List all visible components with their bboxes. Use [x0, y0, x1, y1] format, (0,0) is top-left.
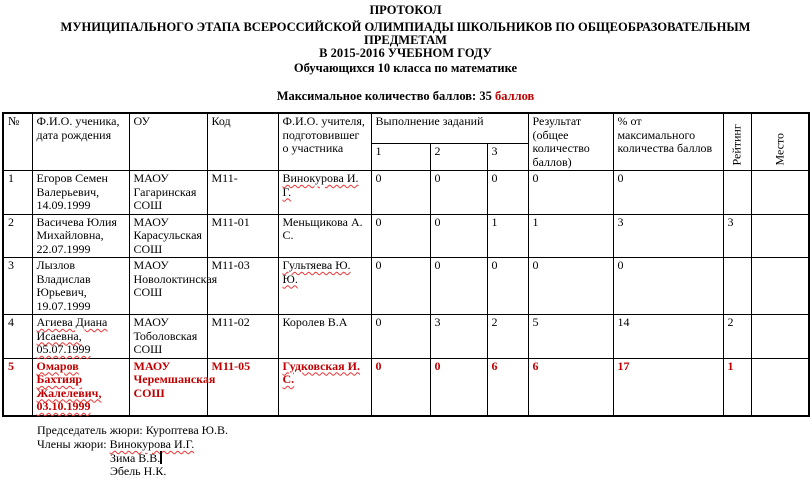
- cell-num-text: 5: [8, 358, 14, 373]
- cell-school: [129, 214, 207, 258]
- jury-chair: Председатель жюри: Куроптева Ю.В.: [37, 423, 229, 437]
- cell-school-text: МАОУ Карасульская СОШ: [133, 214, 202, 256]
- cell-result-text: 1: [532, 214, 539, 229]
- cell-teacher: [278, 171, 371, 215]
- cell-teacher-text: Гудковская И. С.: [282, 358, 360, 386]
- cell-t2: [430, 358, 487, 416]
- jury-member: Зима В.В.: [110, 451, 161, 465]
- doc-subtitle: МУНИЦИПАЛЬНОГО ЭТАПА ВСЕРОССИЙСКОЙ ОЛИМПИАДЫ ШКОЛЬНИКОВ ПО ОБЩЕОБРАЗОВАТЕЛЬНЫМ: [60, 20, 751, 34]
- cell-t1-text: 0: [375, 171, 382, 185]
- cell-percent-text: 0: [617, 171, 624, 185]
- cell-t2: [430, 315, 487, 359]
- cell-school: [129, 171, 207, 215]
- cell-result-text: 6: [532, 358, 539, 373]
- col-student: Ф.И.О. ученика, дата рождения: [32, 113, 129, 171]
- cell-code: [207, 315, 278, 359]
- cell-code-text: М11-: [211, 171, 238, 185]
- doc-year: В 2015-2016 УЧЕБНОМ ГОДУ: [319, 46, 492, 60]
- cell-result-text: 0: [532, 258, 539, 272]
- col-code: Код: [207, 113, 278, 171]
- table-row: [3, 315, 809, 359]
- cell-school: [129, 258, 218, 315]
- cell-percent: [613, 171, 723, 215]
- col-task-1: 1: [371, 143, 430, 170]
- cell-student-text: Лызлов Владислав Юрьевич, 19.07.1999: [36, 258, 91, 313]
- jury-member-3: [110, 464, 166, 478]
- cell-t2-text: 0: [434, 171, 441, 185]
- cell-t1: [371, 171, 430, 215]
- cell-t3-text: 0: [491, 258, 498, 272]
- cell-t2: [430, 258, 487, 315]
- cell-num: [3, 258, 32, 315]
- cell-teacher: [278, 214, 371, 258]
- cell-t3-text: 1: [491, 214, 498, 229]
- cell-t1: [371, 315, 430, 359]
- cell-teacher-text: Королев В.А: [282, 315, 348, 329]
- cell-percent: [613, 258, 723, 315]
- header-row: [3, 113, 809, 143]
- table-row: [3, 358, 809, 416]
- col-result: Результат (общее количество баллов): [528, 113, 613, 171]
- cell-teacher-text: Меньщикова А. С.: [282, 214, 363, 242]
- cell-num-text: 1: [8, 171, 14, 185]
- cell-t2-text: 0: [434, 258, 441, 272]
- cell-teacher: [278, 358, 371, 416]
- cell-rating: [723, 214, 751, 258]
- cell-place: [751, 315, 809, 359]
- cell-student-text: Егоров Семен Валерьевич, 14.09.1999: [36, 171, 108, 212]
- cell-school-text: МАОУ Новолоктинская СОШ: [133, 258, 218, 299]
- cell-t3: [487, 315, 528, 359]
- cell-t1-text: 0: [375, 315, 382, 329]
- col-num: №: [3, 113, 32, 171]
- doc-title: ПРОТОКОЛ: [369, 3, 442, 17]
- col-tasks: Выполнение заданий: [371, 113, 528, 143]
- cell-teacher-text: Винокурова И. Г.: [282, 171, 359, 199]
- jury-member-2: [110, 451, 162, 465]
- cell-student: [32, 315, 129, 359]
- cell-percent: [613, 358, 723, 416]
- table-row: [3, 214, 809, 258]
- cell-student: [32, 214, 129, 258]
- cell-place: [751, 258, 809, 315]
- col-task-2: 2: [430, 143, 487, 170]
- cell-t1: [371, 214, 430, 258]
- cell-result: [528, 315, 613, 359]
- cell-place: [751, 171, 809, 215]
- cell-t3-text: 2: [491, 315, 498, 329]
- cell-rating: [723, 258, 751, 315]
- max-score-unit: баллов: [494, 89, 535, 103]
- cell-t1: [371, 258, 430, 315]
- cell-school: [129, 358, 216, 416]
- cell-t3: [487, 358, 528, 416]
- table-row: [3, 258, 809, 315]
- cell-percent-text: 3: [617, 214, 624, 229]
- cell-rating: [723, 171, 751, 215]
- cell-num: [3, 171, 32, 215]
- cell-teacher: [278, 258, 371, 315]
- cell-student: [32, 358, 129, 416]
- cell-t1-text: 0: [375, 258, 382, 272]
- cell-result: [528, 214, 613, 258]
- cell-num: [3, 315, 32, 359]
- cell-t3-text: 6: [491, 358, 498, 373]
- cell-t3-text: 0: [491, 171, 498, 185]
- cell-num-text: 3: [8, 258, 14, 272]
- max-score: [0, 90, 811, 103]
- cell-rating: [723, 315, 751, 359]
- cell-result-text: 0: [532, 171, 539, 185]
- cell-t3: [487, 171, 528, 215]
- cell-code: [207, 258, 278, 315]
- cell-result-text: 5: [532, 315, 539, 329]
- cell-rating: [723, 358, 751, 416]
- cell-t2: [430, 214, 487, 258]
- cell-t1: [371, 358, 430, 416]
- cell-num: [3, 214, 32, 258]
- col-teacher: Ф.И.О. учителя, подготовившег о участника: [278, 113, 371, 171]
- col-school: ОУ: [129, 113, 207, 171]
- cell-student-text: Омаров Бахтияр Жалелевич, 03.10.1999: [36, 358, 102, 413]
- cell-t2: [430, 171, 487, 215]
- cell-num: [3, 358, 32, 416]
- cell-school-text: МАОУ Гагаринская СОШ: [133, 171, 197, 212]
- cell-num-text: 4: [8, 315, 14, 329]
- cell-code-text: М11-02: [211, 315, 250, 329]
- cell-student-text: Агиева Диана Исаевна, 05.07.1999: [36, 315, 108, 356]
- col-task-3: 3: [487, 143, 528, 170]
- cell-result: [528, 171, 613, 215]
- jury-member: Винокурова И.Г.: [109, 437, 195, 451]
- max-score-label: Максимальное количество баллов: 35: [276, 89, 495, 103]
- col-percent: % от максимального количества баллов: [613, 113, 723, 171]
- cell-result: [528, 258, 613, 315]
- results-table: [2, 112, 810, 417]
- cell-student: [32, 171, 129, 215]
- cell-num-text: 2: [8, 214, 14, 229]
- cell-percent-text: 14: [617, 315, 630, 329]
- cell-school-text: МАОУ Черемшанская СОШ: [133, 358, 216, 400]
- cell-t3: [487, 214, 528, 258]
- cell-place: [751, 214, 809, 258]
- cell-code: [207, 171, 278, 215]
- cell-t2-text: 0: [434, 214, 441, 229]
- cell-rating-text: 2: [727, 315, 734, 329]
- cell-code: [207, 358, 278, 416]
- cell-code-text: М11-01: [211, 214, 250, 229]
- table-row: [3, 171, 809, 215]
- jury-members: [37, 437, 194, 451]
- col-rating: Рейтинг: [723, 113, 751, 171]
- doc-class: Обучающихся 10 класса по математике: [293, 61, 518, 75]
- cell-t3: [487, 258, 528, 315]
- cell-student-text: Васичева Юлия Михайловна, 22.07.1999: [36, 214, 117, 256]
- cell-result: [528, 358, 613, 416]
- text-cursor: [160, 451, 162, 464]
- cell-school: [129, 315, 207, 359]
- cell-rating-text: 1: [727, 358, 734, 373]
- cell-t1-text: 0: [375, 214, 382, 229]
- cell-percent-text: 17: [617, 358, 630, 373]
- cell-code: [207, 214, 278, 258]
- cell-teacher: [278, 315, 371, 359]
- cell-teacher-text: Гультяева Ю. Ю.: [282, 258, 351, 286]
- doc-subtitle-cont: ПРЕДМЕТАМ: [364, 33, 447, 47]
- cell-t1-text: 0: [375, 358, 382, 373]
- col-place: Место: [751, 113, 809, 171]
- cell-student: [32, 258, 129, 315]
- cell-t2-text: 3: [434, 315, 441, 329]
- cell-code-text: М11-05: [211, 358, 251, 373]
- jury-member: Эбель Н.К.: [110, 464, 167, 478]
- cell-t2-text: 0: [434, 358, 441, 373]
- cell-percent: [613, 315, 723, 359]
- jury-members-label: Члены жюри:: [37, 437, 110, 451]
- cell-place: [751, 358, 809, 416]
- cell-code-text: М11-03: [211, 258, 250, 272]
- cell-school-text: МАОУ Тоболовская СОШ: [133, 315, 198, 356]
- cell-percent-text: 0: [617, 258, 624, 272]
- cell-rating-text: 3: [727, 214, 734, 229]
- cell-percent: [613, 214, 723, 258]
